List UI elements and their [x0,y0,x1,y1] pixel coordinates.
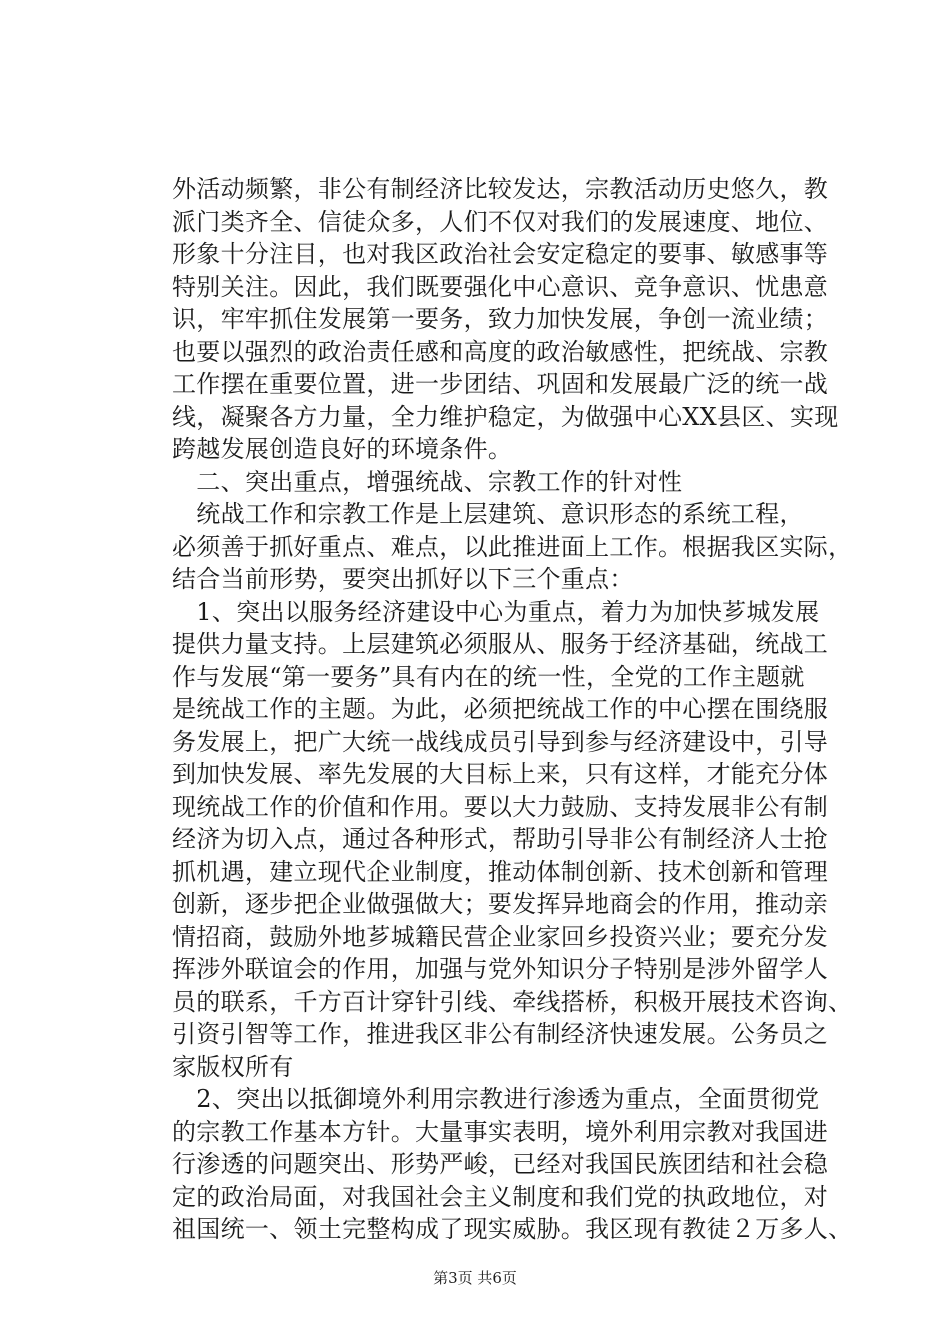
text-line: 跨越发展创造良好的环境条件。 [172,435,513,463]
text-line: 创新，逐步把企业做强做大；要发挥异地商会的作用，推动亲 [172,890,829,918]
text-line: 提供力量支持。上层建筑必须服从、服务于经济基础，统战工 [172,630,829,658]
text-line: 统战工作和宗教工作是上层建筑、意识形态的系统工程， [172,500,804,528]
document-body [172,173,862,1246]
text-line: 抓机遇，建立现代企业制度，推动体制创新、技术创新和管理 [172,857,829,886]
text-line: 挥涉外联谊会的作用，加强与党外知识分子特别是涉外留学人 [172,955,829,983]
text-line: 识，牢牢抓住发展第一要务，致力加快发展，争创一流业绩； [172,305,829,333]
text-line: 也要以强烈的政治责任感和高度的政治敏感性，把统战、宗教 [172,337,829,366]
text-line: 作与发展“第一要务”具有内在的统一性，全党的工作主题就 [172,662,805,691]
text-line: 情招商，鼓励外地芗城籍民营企业家回乡投资兴业；要充分发 [172,922,829,951]
text-line: 引资引智等工作，推进我区非公有制经济快速发展。公务员之 [172,1020,829,1048]
text-line: 外活动频繁，非公有制经济比较发达，宗教活动历史悠久，教 [172,175,829,203]
text-line: 形象十分注目，也对我区政治社会安定稳定的要事、敏感事等 [172,240,829,268]
text-line: 特别关注。因此，我们既要强化中心意识、竞争意识、忧患意 [172,272,829,301]
text-line: 员的联系，千方百计穿针引线、牵线搭桥，积极开展技术咨询、 [172,987,853,1016]
text-line: 必须善于抓好重点、难点，以此推进面上工作。根据我区实际， [172,532,853,561]
text-line: 到加快发展、率先发展的大目标上来，只有这样，才能充分体 [172,760,829,788]
text-line: 务发展上，把广大统一战线成员引导到参与经济建设中，引导 [172,727,829,756]
text-line: 家版权所有 [172,1052,294,1081]
page-footer: 第3页 共6页 [433,1269,517,1287]
text-line: 线，凝聚各方力量，全力维护稳定，为做强中心XX县区、实现 [172,402,839,431]
text-line: 2、突出以抵御境外利用宗教进行渗透为重点，全面贯彻党 [172,1085,820,1113]
text-line: 派门类齐全、信徒众多，人们不仅对我们的发展速度、地位、 [172,207,829,236]
text-line: 1、突出以服务经济建设中心为重点，着力为加快芗城发展 [172,597,820,626]
text-line: 经济为切入点，通过各种形式，帮助引导非公有制经济人士抢 [172,825,829,853]
text-line: 结合当前形势，要突出抓好以下三个重点： [172,565,634,593]
text-line: 行渗透的问题突出、形势严峻，已经对我国民族团结和社会稳 [172,1150,829,1178]
text-line: 工作摆在重要位置，进一步团结、巩固和发展最广泛的统一战 [172,370,829,398]
text-line: 的宗教工作基本方针。大量事实表明，境外利用宗教对我国进 [172,1117,829,1146]
text-line: 二、突出重点，增强统战、宗教工作的针对性 [172,467,683,496]
text-line: 定的政治局面，对我国社会主义制度和我们党的执政地位，对 [172,1182,829,1211]
text-line: 现统战工作的价值和作用。要以大力鼓励、支持发展非公有制 [172,792,829,821]
text-line: 祖国统一、领土完整构成了现实威胁。我区现有教徒２万多人、 [172,1215,853,1243]
text-line: 是统战工作的主题。为此，必须把统战工作的中心摆在围绕服 [172,695,829,723]
